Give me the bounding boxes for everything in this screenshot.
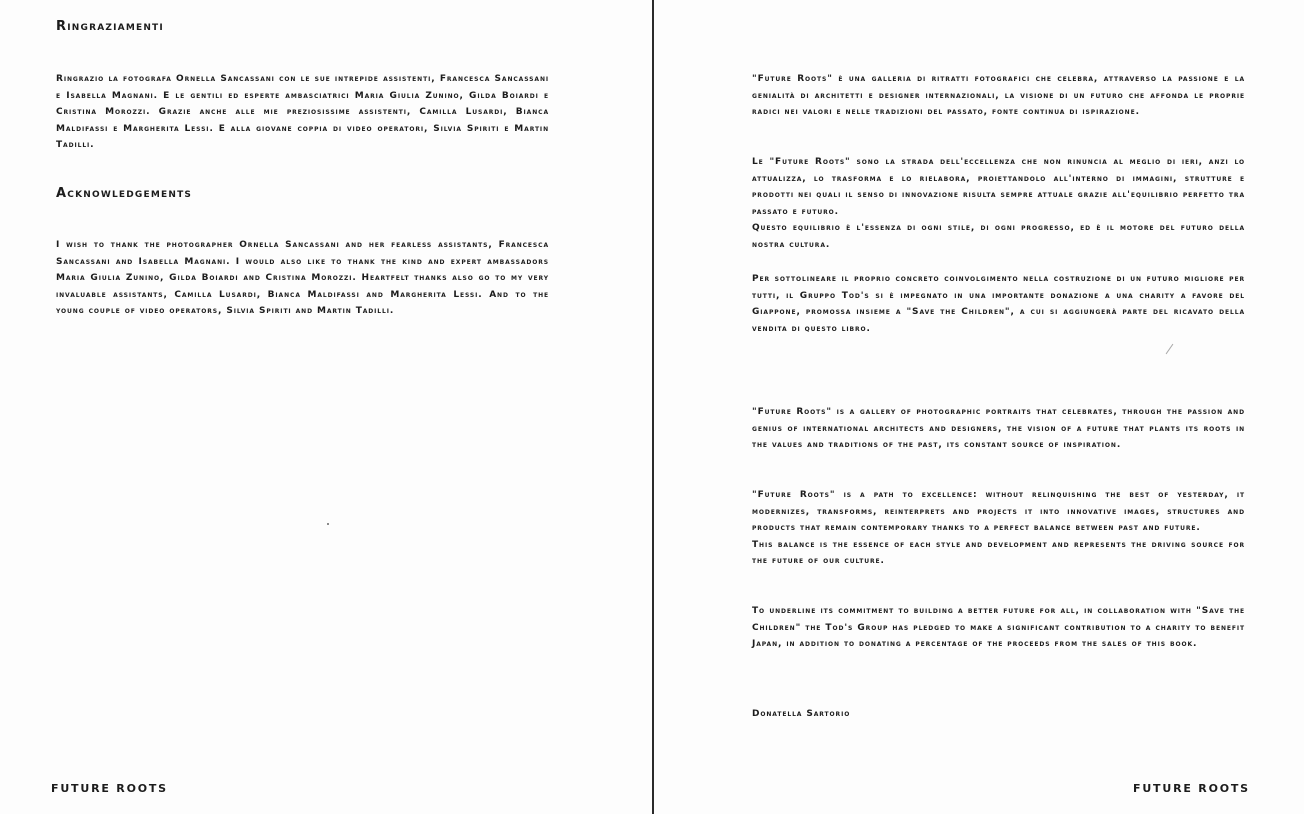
paragraph-en-1: "Future Roots" is a gallery of photographic portraits that celebrates, through the passion and genius of international architects and designers, the vision of a future that plants its roots in the values and traditions of the past, its constant source of inspiration. [752,407,1245,451]
paragraph-en-2: "Future Roots" is a path to excellence: without relinquishing the best of yesterday, it modernizes, transforms, reinterprets and projects it into innovative images, structures and products that remain contemporary thanks to a perfect balance between past and future. This balance is the essence of each style and development and represents the driving source for the future of our culture. [752,490,1245,567]
signature: Donatella Sartorio [752,709,851,719]
paragraph-it-3: Per sottolineare il proprio concreto coinvolgimento nella costruzione di un futuro migliore per tutti, il Gruppo Tod's si è impegnato in una importante donazione a una charity a favore del Giappone, promossa insieme a "Save the Children", a cui si aggiungerà parte del ricavato della vendita di questo libro. [752,274,1245,334]
paragraph-it-1: "Future Roots" è una galleria di ritratti fotografici che celebra, attraverso la passione e la genialità di architetti e designer internazionali, la visione di un futuro che affonda le proprie radici nei valori e nelle tradizioni del passato, fonte continua di ispirazione. [752,74,1245,118]
right-page [654,0,1304,814]
paragraph-en-3: To underline its commitment to building a better future for all, in collaboration with "Save the Children" the Tod's Group has pledged to make a significant contribution to a charity to benefit Japan, in addition to donating a percentage of the proceeds from the sales of this book. [752,606,1245,650]
paper-mark [1166,344,1174,354]
heading-ringraziamenti: Ringraziamenti [56,19,164,34]
paragraph-acknowledgements: I wish to thank the photographer Ornella Sancassani and her fearless assistants, Francesca Sancassani and Isabella Magnani. I would also like to thank the kind and expert ambassadors Maria Giulia Zunino, Gilda Boiardi and Cristina Morozzi. Heartfelt thanks also go to my very invaluable assistants, Camilla Lusardi, Bianca Maldifassi and Margherita Lessi. And to the young couple of video operators, Silvia Spiriti and Martin Tadilli. [56,240,549,317]
footer-title-left: FUTURE ROOTS [51,782,168,795]
paper-speck [327,523,329,525]
footer-title-right: FUTURE ROOTS [1133,782,1250,795]
heading-acknowledgements: Acknowledgements [56,186,193,201]
paragraph-ringraziamenti: Ringrazio la fotografa Ornella Sancassani con le sue intrepide assistenti, Francesca Sancassani e Isabella Magnani. E le gentili ed esperte ambasciatrici Maria Giulia Zunino, Gilda Boiardi e Cristina Morozzi. Grazie anche alle mie preziosissime assistenti, Camilla Lusardi, Bianca Maldifassi e Margherita Lessi. E alla giovane coppia di video operatori, Silvia Spiriti e Martin Tadilli. [56,74,549,151]
paragraph-it-2: Le "Future Roots" sono la strada dell'eccellenza che non rinuncia al meglio di ieri, anzi lo attualizza, lo trasforma e lo rielabora, proiettandolo all'interno di immagini, strutture e prodotti nei quali il senso di innovazione risulta sempre attuale grazie all'equilibrio perfetto tra passato e futuro. Questo equilibrio è l'essenza di ogni stile, di ogni progresso, ed è il motore del futuro della nostra cultura. [752,157,1245,250]
